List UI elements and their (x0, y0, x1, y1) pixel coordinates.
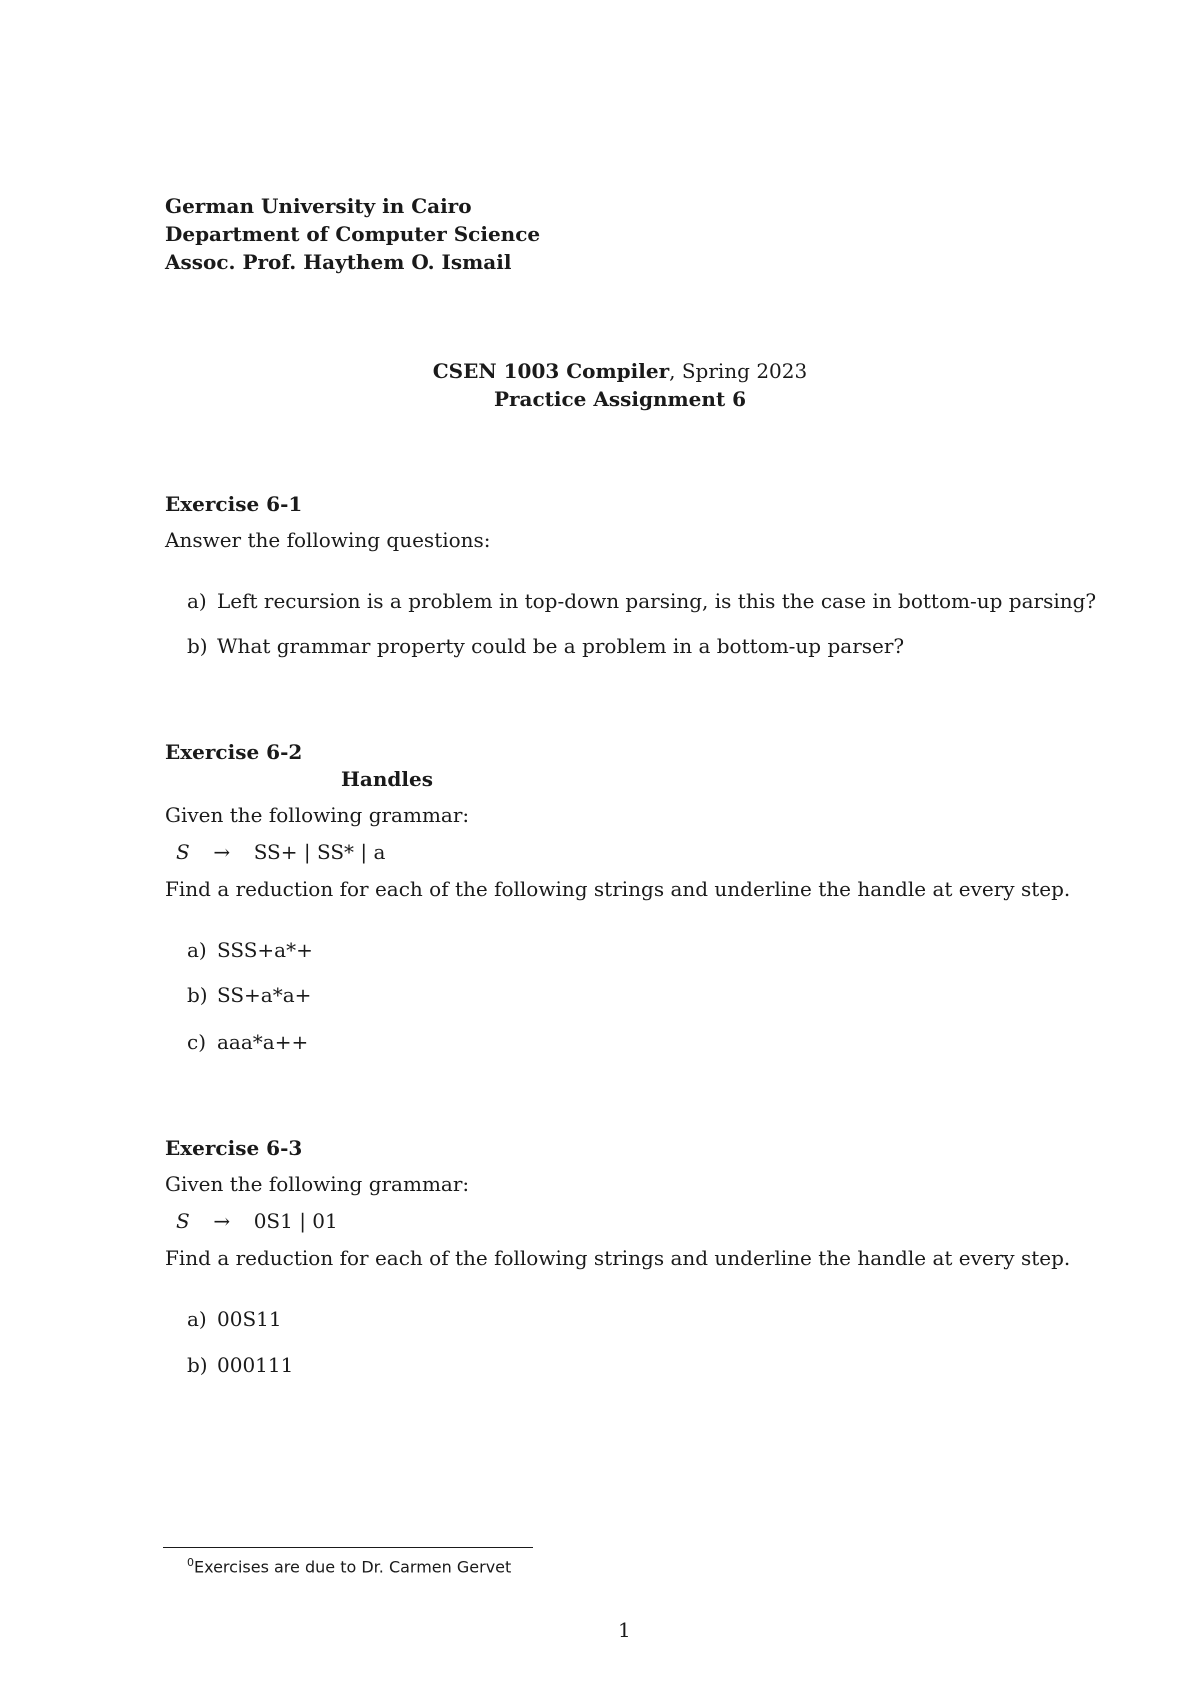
exercise-3-item-b (187, 1355, 293, 1375)
exercise-2-item-c (187, 1032, 308, 1052)
department-name: Department of Computer Science (165, 222, 541, 246)
university-name: German University in Cairo (165, 194, 472, 218)
list-label: b) (187, 1353, 208, 1377)
footnote-text: Exercises are due to Dr. Carmen Gervet (194, 1557, 512, 1577)
exercise-3-intro: Given the following grammar: (165, 1172, 470, 1196)
professor-name: Assoc. Prof. Haythem O. Ismail (165, 250, 512, 274)
list-text: 00S11 (217, 1307, 282, 1331)
exercise-2-grammar-rule (176, 842, 385, 862)
list-text: SSS+a*+ (217, 938, 313, 962)
footnote-divider (163, 1547, 533, 1548)
list-text: What grammar property could be a problem in a bottom-up parser? (217, 634, 905, 658)
exercise-1-item-b (187, 636, 904, 656)
course-title (0, 361, 1200, 381)
exercise-2-heading: Exercise 6-2 (165, 740, 303, 764)
exercise-2-intro: Given the following grammar: (165, 803, 470, 827)
page-number: 1 (618, 1618, 631, 1642)
exercise-3-grammar-rule (176, 1211, 338, 1231)
list-text: 000111 (217, 1353, 294, 1377)
list-text: SS+a*a+ (217, 983, 312, 1007)
exercise-2-instruction: Find a reduction for each of the following strings and underline the handle at every step. (165, 877, 1071, 901)
exercise-2-item-b (187, 985, 311, 1005)
rule-arrow: → (213, 1209, 231, 1233)
list-label: a) (187, 938, 207, 962)
list-text: aaa*a++ (217, 1030, 309, 1054)
course-term: , Spring 2023 (669, 359, 808, 383)
rule-rhs: SS+ | SS* | a (253, 840, 386, 864)
rule-rhs: 0S1 | 01 (253, 1209, 338, 1233)
rule-lhs: S (176, 840, 190, 864)
assignment-title: Practice Assignment 6 (493, 387, 747, 411)
list-label: b) (187, 983, 208, 1007)
exercise-3-heading: Exercise 6-3 (165, 1136, 303, 1160)
exercise-1-heading: Exercise 6-1 (165, 492, 303, 516)
exercise-2-subheading: Handles (341, 767, 433, 791)
course-code: CSEN 1003 Compiler (432, 359, 670, 383)
rule-lhs: S (176, 1209, 190, 1233)
exercise-3-instruction: Find a reduction for each of the following strings and underline the handle at every step. (165, 1246, 1071, 1270)
exercise-3-item-a (187, 1309, 282, 1329)
exercise-2-item-a (187, 940, 313, 960)
list-label: b) (187, 634, 208, 658)
list-label: a) (187, 1307, 207, 1331)
exercise-1-intro: Answer the following questions: (165, 528, 491, 552)
footnote (187, 1556, 511, 1576)
list-label: c) (187, 1030, 207, 1054)
list-text: Left recursion is a problem in top-down parsing, is this the case in bottom-up parsing? (217, 589, 1097, 613)
list-label: a) (187, 589, 207, 613)
footnote-marker: 0 (187, 1556, 194, 1569)
exercise-1-item-a (187, 591, 1096, 611)
rule-arrow: → (213, 840, 231, 864)
